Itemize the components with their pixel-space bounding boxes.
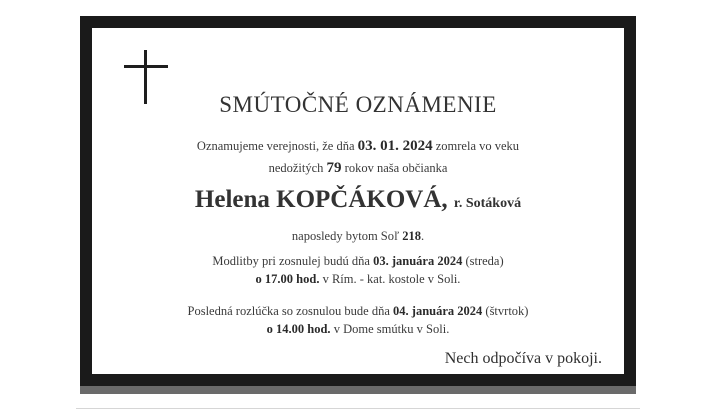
prayer-prefix: Modlitby pri zosnulej budú dňa — [212, 254, 374, 268]
intro-text-end: zomrela vo veku — [432, 139, 520, 153]
prayer-time: o 17.00 hod. — [255, 272, 320, 286]
notice-border-frame — [80, 16, 636, 386]
notice-title: SMÚTOČNÉ OZNÁMENIE — [219, 92, 497, 117]
frame-bottom-edge — [80, 386, 636, 394]
age-value: 79 — [326, 160, 342, 176]
deceased-name: Helena KOPČÁKOVÁ, — [194, 186, 448, 213]
page-divider — [76, 408, 640, 409]
farewell-date: 04. januára 2024 — [393, 304, 483, 318]
residence-suffix: . — [420, 229, 425, 243]
notice-content — [92, 28, 624, 374]
prayer-date: 03. januára 2024 — [373, 254, 463, 268]
residence-line — [92, 229, 624, 244]
age-prefix: nedožitých — [268, 161, 327, 175]
prayer-place: v Rím. - kat. kostole v Soli. — [319, 272, 461, 286]
farewell-line — [92, 304, 624, 319]
announcement-line — [92, 138, 624, 155]
residence-prefix: naposledy bytom Soľ — [291, 229, 403, 243]
maiden-name: r. Sotáková — [453, 196, 522, 211]
prayer-line — [92, 254, 624, 269]
intro-text: Oznamujeme verejnosti, že dňa — [196, 139, 358, 153]
closing-phrase: Nech odpočíva v pokoji. — [444, 350, 602, 367]
prayer-day: (streda) — [462, 254, 504, 268]
deceased-name-line — [92, 186, 624, 214]
farewell-day: (štvrtok) — [482, 304, 529, 318]
farewell-place: v Dome smútku v Soli. — [330, 322, 450, 336]
farewell-time: o 14.00 hod. — [266, 322, 331, 336]
farewell-prefix: Posledná rozlúčka so zosnulou bude dňa — [187, 304, 394, 318]
death-date: 03. 01. 2024 — [357, 138, 433, 154]
residence-number: 218 — [402, 229, 421, 243]
age-suffix: rokov naša občianka — [341, 161, 448, 175]
age-line — [92, 160, 624, 177]
farewell-location-line — [92, 322, 624, 337]
prayer-location-line — [92, 272, 624, 287]
